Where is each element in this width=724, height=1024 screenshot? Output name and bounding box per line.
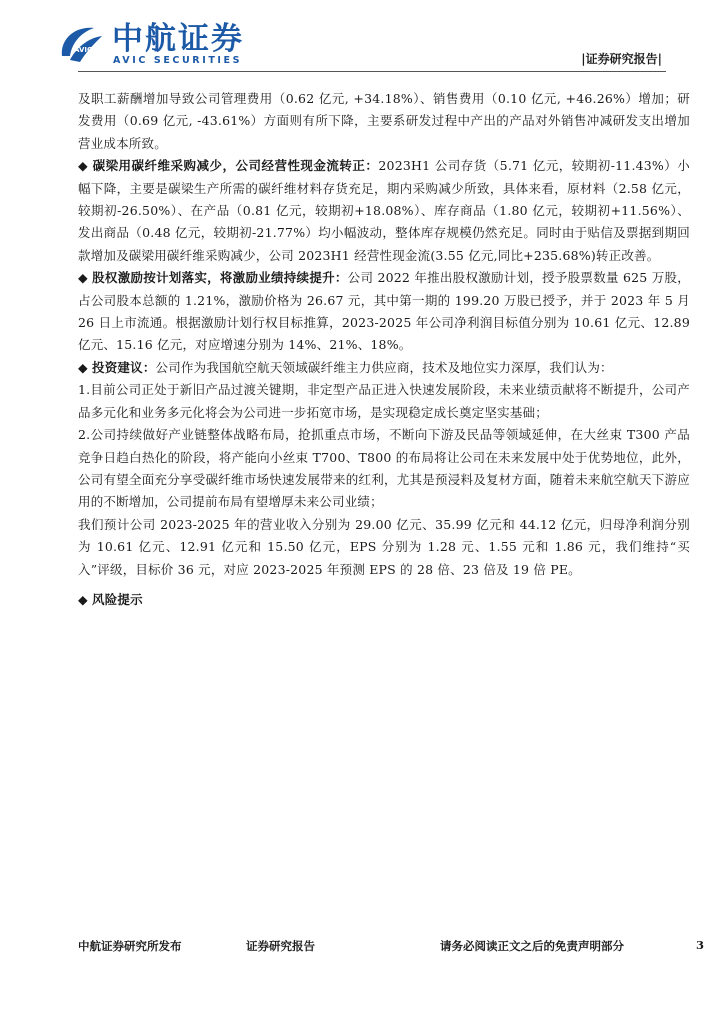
paragraph-forecast: 我们预计公司 2023-2025 年的营业收入分别为 29.00 亿元、35.99 亿元和 44.12 亿元，归母净利润分别为 10.61 亿元、12.91 亿元和 15.50 亿元，EPS 分别为 1.28 元、1.55 元和 1.86 元，我们维持“买入”评级，目标价 36 元，对应 2023-2025 年预测 EPS 的 28 倍、23 倍及 19 倍 PE。 xyxy=(78,516,690,577)
paragraph-expenses: 及职工薪酬增加导致公司管理费用（0.62 亿元, +34.18%）、销售费用（0.10 亿元, +46.26%）增加；研发费用（0.69 亿元, -43.61%）方面则有所下降，主要系研发过程中产出的产品对外销售冲减研发支出增加营业成本所致。 xyxy=(78,91,690,151)
paragraph-equity-incentive xyxy=(78,267,690,357)
paragraph-point-2: 2.公司持续做好产业链整体战略布局，抢抓重点市场，不断向下游及民品等领域延伸，在大丝束 T300 产品竞争日趋白热化的阶段，将产能向小丝束 T700、T800 的布局将让公司在未来发展中处于优势地位，此外，公司有望全面充分享受碳纤维市场快速发展带来的红利，尤其是预浸料及复材方面，随着未来航空航天下游应用的不断增加，公司提前布局有望增厚未来公司业绩； xyxy=(78,427,690,510)
paragraph-point-1: 1.目前公司正处于新旧产品过渡关键期，非定型产品正进入快速发展阶段，未来业绩贡献将不断提升，公司产品多元化和业务多元化将会为公司进一步拓宽市场，是实现稳定成长奠定坚实基础； xyxy=(78,382,690,420)
footer-disclaimer: 请务必阅读正文之后的免责声明部分 xyxy=(440,939,624,953)
diamond-bullet-icon: ◆ xyxy=(78,591,88,607)
paragraph-investment-advice xyxy=(78,357,690,379)
diamond-bullet-icon: ◆ xyxy=(78,359,88,375)
footer-report-type: 证券研究报告 xyxy=(246,939,315,953)
paragraph-lead: 碳梁用碳纤维采购减少，公司经营性现金流转正： xyxy=(92,158,379,174)
company-logo xyxy=(56,20,256,70)
page-number: 3 xyxy=(696,938,705,952)
svg-text:AVIC: AVIC xyxy=(74,46,93,54)
paragraph-lead: 风险提示 xyxy=(92,591,143,607)
diamond-bullet-icon: ◆ xyxy=(78,270,88,286)
paragraph-lead: 股权激励按计划落实，将激励业绩持续提升： xyxy=(92,270,348,286)
paragraph-risk-heading xyxy=(78,589,690,611)
page-header xyxy=(0,0,724,80)
paragraph-lead: 投资建议： xyxy=(92,359,156,375)
report-body xyxy=(78,88,690,611)
paragraph-text: 2023H1 公司存货（5.71 亿元，较期初-11.43%）小幅下降，主要是碳梁生产所需的碳纤维材料存货充足，期内采购减少所致，具体来看，原材料（2.58 亿元，较期初-26.50%）、在产品（0.81 亿元，较期初+18.08%）、库存商品（1.80 亿元，较期初+11.56%）、发出商品（0.48 亿元，较期初-21.77%）均小幅波动，整体库存规模仍然充足。同时由于贴信及票据到期回款增加及碳梁用碳纤维采购减少，公司 2023H1 经营性现金流(3.55 亿元,同比+235.68%)转正改善。 xyxy=(78,158,690,263)
logo-chinese-name: 中航证券 xyxy=(112,21,244,57)
paragraph-inventory-cashflow xyxy=(78,155,690,267)
paragraph-text: 公司 2022 年推出股权激励计划，授予股票数量 625 万股，占公司股本总额的 1.21%，激励价格为 26.67 元，其中第一期的 199.20 万股已授予，并于 2023 年 5 月 26 日上市流通。根据激励计划行权目标推算，2023-2025 年公司净利润目标值分别为 10.61 亿元、12.89 亿元、15.16 亿元，对应增速分别为 14%、21%、18%。 xyxy=(78,270,690,353)
avic-logo-icon xyxy=(56,22,104,66)
paragraph-text: 公司作为我国航空航天领域碳纤维主力供应商，技术及地位实力深厚，我们认为： xyxy=(155,359,613,375)
diamond-bullet-icon: ◆ xyxy=(78,158,89,174)
logo-english-name: AVIC SECURITIES xyxy=(113,55,243,66)
report-type-tag: |证券研究报告| xyxy=(581,52,662,66)
footer-publisher: 中航证券研究所发布 xyxy=(78,939,182,953)
header-divider xyxy=(78,71,666,72)
page-footer xyxy=(78,938,708,958)
